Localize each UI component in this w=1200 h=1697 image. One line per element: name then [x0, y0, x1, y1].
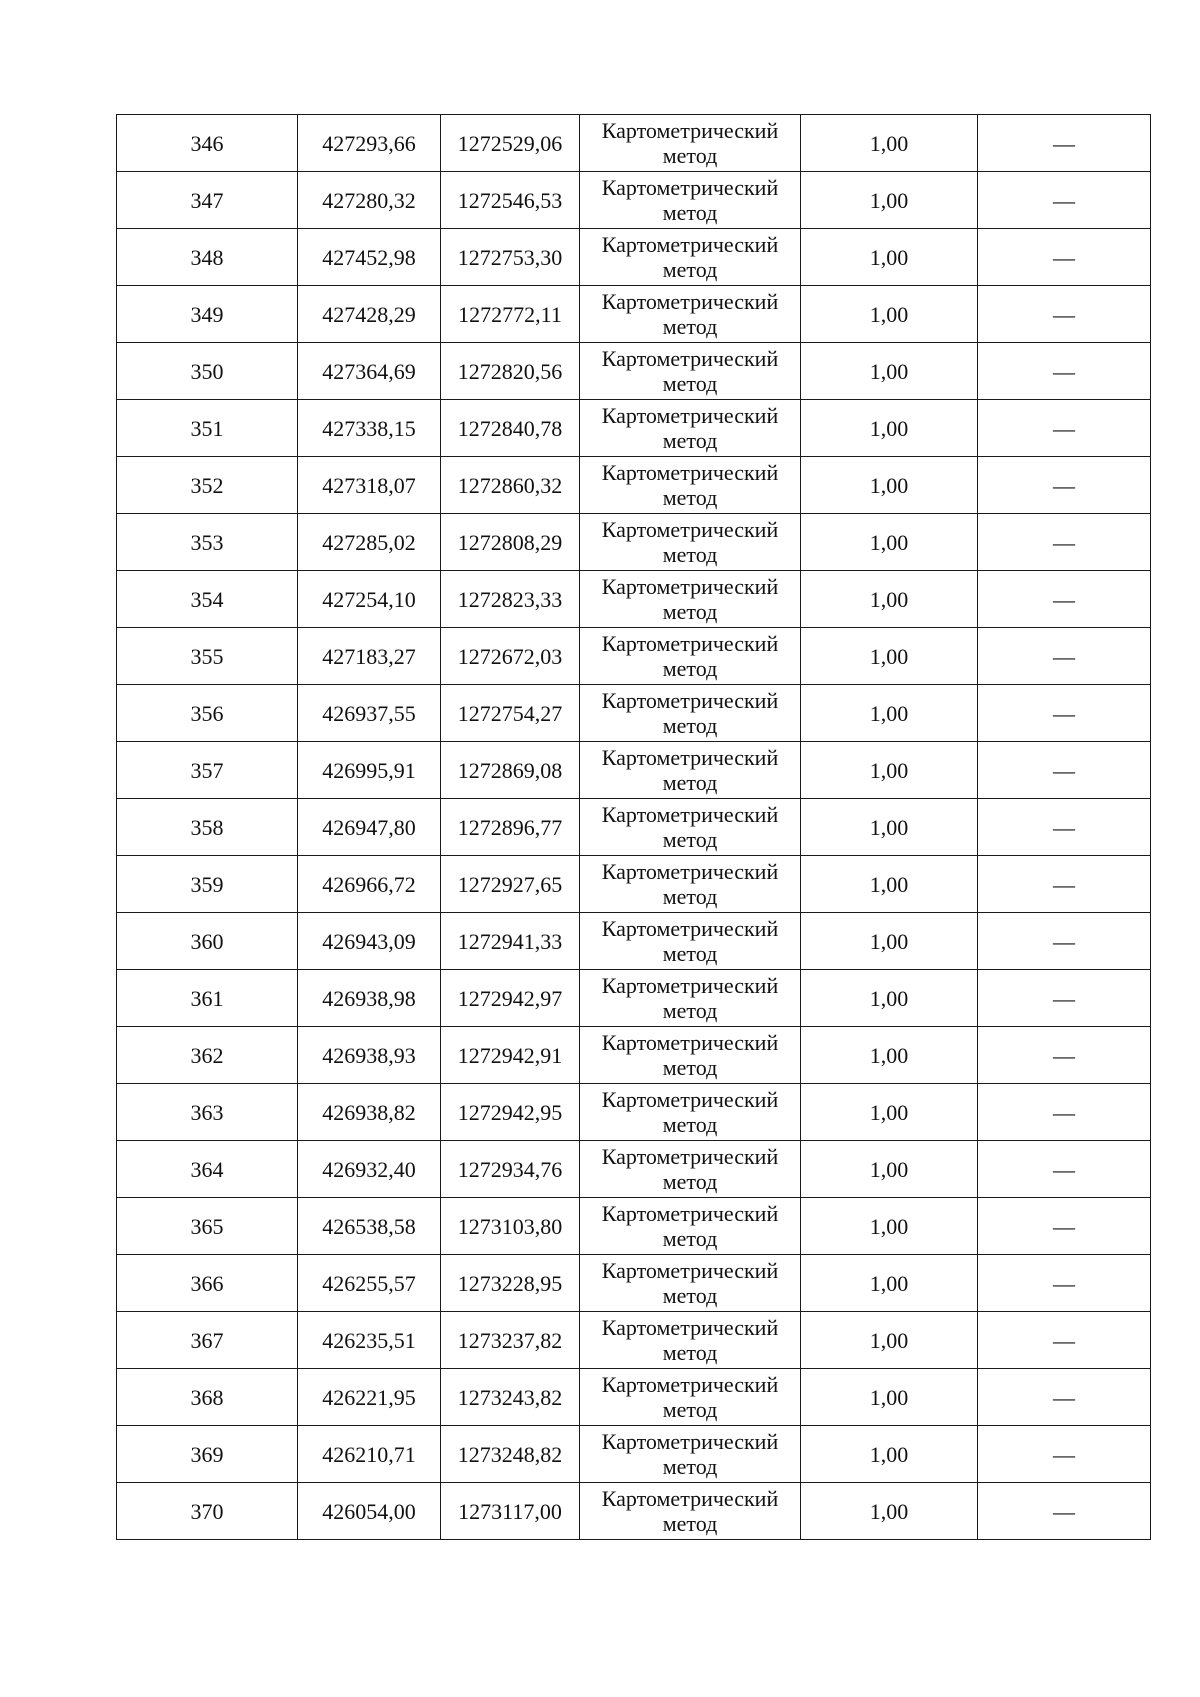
method-cell — [580, 742, 801, 799]
x-coordinate-cell: 426938,98 — [298, 970, 441, 1027]
point-number-cell: 355 — [117, 628, 298, 685]
method-text: Картометрический метод — [601, 346, 779, 396]
method-text: Картометрический метод — [601, 1144, 779, 1194]
note-cell — [978, 1027, 1151, 1084]
point-number-cell: 353 — [117, 514, 298, 571]
x-coordinate-cell: 426932,40 — [298, 1141, 441, 1198]
accuracy-cell: 1,00 — [801, 343, 978, 400]
dash-mark: — — [1053, 1441, 1075, 1467]
dash-mark: — — [1053, 814, 1075, 840]
note-cell — [978, 514, 1151, 571]
note-cell — [978, 1198, 1151, 1255]
x-coordinate-cell: 427285,02 — [298, 514, 441, 571]
note-cell — [978, 1483, 1151, 1540]
table-row — [117, 400, 1151, 457]
method-text: Картометрический метод — [601, 1201, 779, 1251]
note-cell — [978, 628, 1151, 685]
accuracy-cell: 1,00 — [801, 628, 978, 685]
y-coordinate-cell: 1273117,00 — [441, 1483, 580, 1540]
dash-mark: — — [1053, 871, 1075, 897]
y-coordinate-cell: 1272546,53 — [441, 172, 580, 229]
x-coordinate-cell: 426947,80 — [298, 799, 441, 856]
point-number-cell: 350 — [117, 343, 298, 400]
accuracy-cell: 1,00 — [801, 742, 978, 799]
note-cell — [978, 286, 1151, 343]
method-cell — [580, 1369, 801, 1426]
point-number-cell: 354 — [117, 571, 298, 628]
table-row — [117, 913, 1151, 970]
accuracy-cell: 1,00 — [801, 1141, 978, 1198]
method-cell — [580, 172, 801, 229]
x-coordinate-cell: 427293,66 — [298, 115, 441, 172]
note-cell — [978, 1141, 1151, 1198]
method-cell — [580, 685, 801, 742]
dash-mark: — — [1053, 700, 1075, 726]
table-row — [117, 229, 1151, 286]
y-coordinate-cell: 1272840,78 — [441, 400, 580, 457]
method-text: Картометрический метод — [601, 631, 779, 681]
note-cell — [978, 457, 1151, 514]
y-coordinate-cell: 1272896,77 — [441, 799, 580, 856]
x-coordinate-cell: 427338,15 — [298, 400, 441, 457]
method-text: Картометрический метод — [601, 1087, 779, 1137]
accuracy-cell: 1,00 — [801, 1084, 978, 1141]
accuracy-cell: 1,00 — [801, 970, 978, 1027]
method-cell — [580, 1312, 801, 1369]
table-row — [117, 571, 1151, 628]
method-text: Картометрический метод — [601, 745, 779, 795]
accuracy-cell: 1,00 — [801, 1312, 978, 1369]
note-cell — [978, 1255, 1151, 1312]
y-coordinate-cell: 1272820,56 — [441, 343, 580, 400]
x-coordinate-cell: 426938,82 — [298, 1084, 441, 1141]
dash-mark: — — [1053, 643, 1075, 669]
accuracy-cell: 1,00 — [801, 1198, 978, 1255]
table-row — [117, 970, 1151, 1027]
note-cell — [978, 400, 1151, 457]
y-coordinate-cell: 1272808,29 — [441, 514, 580, 571]
table-row — [117, 742, 1151, 799]
method-text: Картометрический метод — [601, 802, 779, 852]
x-coordinate-cell: 427318,07 — [298, 457, 441, 514]
y-coordinate-cell: 1272860,32 — [441, 457, 580, 514]
method-text: Картометрический метод — [601, 688, 779, 738]
table-row — [117, 628, 1151, 685]
table-row — [117, 1312, 1151, 1369]
table-row — [117, 115, 1151, 172]
dash-mark: — — [1053, 1327, 1075, 1353]
point-number-cell: 364 — [117, 1141, 298, 1198]
y-coordinate-cell: 1273248,82 — [441, 1426, 580, 1483]
dash-mark: — — [1053, 1156, 1075, 1182]
accuracy-cell: 1,00 — [801, 913, 978, 970]
y-coordinate-cell: 1272942,97 — [441, 970, 580, 1027]
y-coordinate-cell: 1272941,33 — [441, 913, 580, 970]
note-cell — [978, 1426, 1151, 1483]
dash-mark: — — [1053, 1384, 1075, 1410]
x-coordinate-cell: 426937,55 — [298, 685, 441, 742]
method-cell — [580, 286, 801, 343]
method-cell — [580, 856, 801, 913]
note-cell — [978, 571, 1151, 628]
accuracy-cell: 1,00 — [801, 1426, 978, 1483]
table-row — [117, 685, 1151, 742]
y-coordinate-cell: 1273237,82 — [441, 1312, 580, 1369]
point-number-cell: 363 — [117, 1084, 298, 1141]
x-coordinate-cell: 426255,57 — [298, 1255, 441, 1312]
table-row — [117, 514, 1151, 571]
dash-mark: — — [1053, 586, 1075, 612]
method-cell — [580, 229, 801, 286]
note-cell — [978, 115, 1151, 172]
method-text: Картометрический метод — [601, 232, 779, 282]
method-cell — [580, 970, 801, 1027]
dash-mark: — — [1053, 928, 1075, 954]
x-coordinate-cell: 427183,27 — [298, 628, 441, 685]
y-coordinate-cell: 1272529,06 — [441, 115, 580, 172]
dash-mark: — — [1053, 187, 1075, 213]
method-cell — [580, 400, 801, 457]
dash-mark: — — [1053, 1213, 1075, 1239]
accuracy-cell: 1,00 — [801, 400, 978, 457]
dash-mark: — — [1053, 1042, 1075, 1068]
table-row — [117, 1426, 1151, 1483]
method-cell — [580, 1141, 801, 1198]
y-coordinate-cell: 1272869,08 — [441, 742, 580, 799]
point-number-cell: 370 — [117, 1483, 298, 1540]
accuracy-cell: 1,00 — [801, 172, 978, 229]
point-number-cell: 346 — [117, 115, 298, 172]
y-coordinate-cell: 1272672,03 — [441, 628, 580, 685]
point-number-cell: 358 — [117, 799, 298, 856]
x-coordinate-cell: 427452,98 — [298, 229, 441, 286]
x-coordinate-cell: 427364,69 — [298, 343, 441, 400]
accuracy-cell: 1,00 — [801, 856, 978, 913]
method-text: Картометрический метод — [601, 859, 779, 909]
x-coordinate-cell: 427254,10 — [298, 571, 441, 628]
note-cell — [978, 1369, 1151, 1426]
accuracy-cell: 1,00 — [801, 229, 978, 286]
table-row — [117, 343, 1151, 400]
point-number-cell: 360 — [117, 913, 298, 970]
table-row — [117, 1369, 1151, 1426]
coordinates-table-body — [117, 115, 1151, 1540]
note-cell — [978, 799, 1151, 856]
y-coordinate-cell: 1272934,76 — [441, 1141, 580, 1198]
x-coordinate-cell: 427280,32 — [298, 172, 441, 229]
method-cell — [580, 1084, 801, 1141]
x-coordinate-cell: 426221,95 — [298, 1369, 441, 1426]
table-row — [117, 1483, 1151, 1540]
x-coordinate-cell: 427428,29 — [298, 286, 441, 343]
note-cell — [978, 856, 1151, 913]
accuracy-cell: 1,00 — [801, 514, 978, 571]
method-text: Картометрический метод — [601, 460, 779, 510]
y-coordinate-cell: 1272754,27 — [441, 685, 580, 742]
point-number-cell: 365 — [117, 1198, 298, 1255]
point-number-cell: 366 — [117, 1255, 298, 1312]
point-number-cell: 352 — [117, 457, 298, 514]
method-cell — [580, 457, 801, 514]
method-cell — [580, 514, 801, 571]
method-text: Картометрический метод — [601, 403, 779, 453]
point-number-cell: 369 — [117, 1426, 298, 1483]
note-cell — [978, 1084, 1151, 1141]
x-coordinate-cell: 426210,71 — [298, 1426, 441, 1483]
table-row — [117, 1027, 1151, 1084]
table-row — [117, 1255, 1151, 1312]
method-cell — [580, 343, 801, 400]
method-text: Картометрический метод — [601, 289, 779, 339]
note-cell — [978, 685, 1151, 742]
dash-mark: — — [1053, 1270, 1075, 1296]
method-cell — [580, 1255, 801, 1312]
table-row — [117, 1084, 1151, 1141]
accuracy-cell: 1,00 — [801, 571, 978, 628]
method-text: Картометрический метод — [601, 916, 779, 966]
dash-mark: — — [1053, 529, 1075, 555]
table-row — [117, 172, 1151, 229]
method-text: Картометрический метод — [601, 1486, 779, 1536]
y-coordinate-cell: 1273228,95 — [441, 1255, 580, 1312]
accuracy-cell: 1,00 — [801, 685, 978, 742]
note-cell — [978, 172, 1151, 229]
y-coordinate-cell: 1272753,30 — [441, 229, 580, 286]
table-row — [117, 1141, 1151, 1198]
note-cell — [978, 229, 1151, 286]
dash-mark: — — [1053, 301, 1075, 327]
point-number-cell: 367 — [117, 1312, 298, 1369]
table-row — [117, 457, 1151, 514]
method-cell — [580, 913, 801, 970]
dash-mark: — — [1053, 130, 1075, 156]
dash-mark: — — [1053, 358, 1075, 384]
method-cell — [580, 1027, 801, 1084]
y-coordinate-cell: 1272942,95 — [441, 1084, 580, 1141]
point-number-cell: 349 — [117, 286, 298, 343]
point-number-cell: 368 — [117, 1369, 298, 1426]
method-text: Картометрический метод — [601, 1429, 779, 1479]
accuracy-cell: 1,00 — [801, 457, 978, 514]
method-cell — [580, 115, 801, 172]
y-coordinate-cell: 1272772,11 — [441, 286, 580, 343]
y-coordinate-cell: 1273103,80 — [441, 1198, 580, 1255]
method-text: Картометрический метод — [601, 517, 779, 567]
method-text: Картометрический метод — [601, 175, 779, 225]
accuracy-cell: 1,00 — [801, 1369, 978, 1426]
method-text: Картометрический метод — [601, 973, 779, 1023]
y-coordinate-cell: 1272927,65 — [441, 856, 580, 913]
method-cell — [580, 628, 801, 685]
y-coordinate-cell: 1273243,82 — [441, 1369, 580, 1426]
point-number-cell: 359 — [117, 856, 298, 913]
dash-mark: — — [1053, 244, 1075, 270]
point-number-cell: 357 — [117, 742, 298, 799]
method-cell — [580, 1426, 801, 1483]
method-text: Картометрический метод — [601, 1258, 779, 1308]
dash-mark: — — [1053, 472, 1075, 498]
point-number-cell: 362 — [117, 1027, 298, 1084]
note-cell — [978, 970, 1151, 1027]
point-number-cell: 356 — [117, 685, 298, 742]
x-coordinate-cell: 426995,91 — [298, 742, 441, 799]
accuracy-cell: 1,00 — [801, 286, 978, 343]
method-text: Картометрический метод — [601, 1372, 779, 1422]
y-coordinate-cell: 1272823,33 — [441, 571, 580, 628]
x-coordinate-cell: 426938,93 — [298, 1027, 441, 1084]
method-text: Картометрический метод — [601, 574, 779, 624]
table-row — [117, 856, 1151, 913]
point-number-cell: 351 — [117, 400, 298, 457]
accuracy-cell: 1,00 — [801, 799, 978, 856]
x-coordinate-cell: 426235,51 — [298, 1312, 441, 1369]
note-cell — [978, 343, 1151, 400]
dash-mark: — — [1053, 415, 1075, 441]
x-coordinate-cell: 426054,00 — [298, 1483, 441, 1540]
point-number-cell: 361 — [117, 970, 298, 1027]
point-number-cell: 347 — [117, 172, 298, 229]
accuracy-cell: 1,00 — [801, 115, 978, 172]
dash-mark: — — [1053, 1498, 1075, 1524]
dash-mark: — — [1053, 757, 1075, 783]
x-coordinate-cell: 426538,58 — [298, 1198, 441, 1255]
table-row — [117, 286, 1151, 343]
method-cell — [580, 571, 801, 628]
method-cell — [580, 1483, 801, 1540]
method-text: Картометрический метод — [601, 1030, 779, 1080]
accuracy-cell: 1,00 — [801, 1027, 978, 1084]
dash-mark: — — [1053, 985, 1075, 1011]
note-cell — [978, 913, 1151, 970]
dash-mark: — — [1053, 1099, 1075, 1125]
table-row — [117, 1198, 1151, 1255]
coordinates-table — [116, 114, 1151, 1540]
note-cell — [978, 1312, 1151, 1369]
method-cell — [580, 799, 801, 856]
method-text: Картометрический метод — [601, 1315, 779, 1365]
table-row — [117, 799, 1151, 856]
point-number-cell: 348 — [117, 229, 298, 286]
accuracy-cell: 1,00 — [801, 1483, 978, 1540]
method-cell — [580, 1198, 801, 1255]
note-cell — [978, 742, 1151, 799]
method-text: Картометрический метод — [601, 118, 779, 168]
accuracy-cell: 1,00 — [801, 1255, 978, 1312]
y-coordinate-cell: 1272942,91 — [441, 1027, 580, 1084]
x-coordinate-cell: 426943,09 — [298, 913, 441, 970]
x-coordinate-cell: 426966,72 — [298, 856, 441, 913]
